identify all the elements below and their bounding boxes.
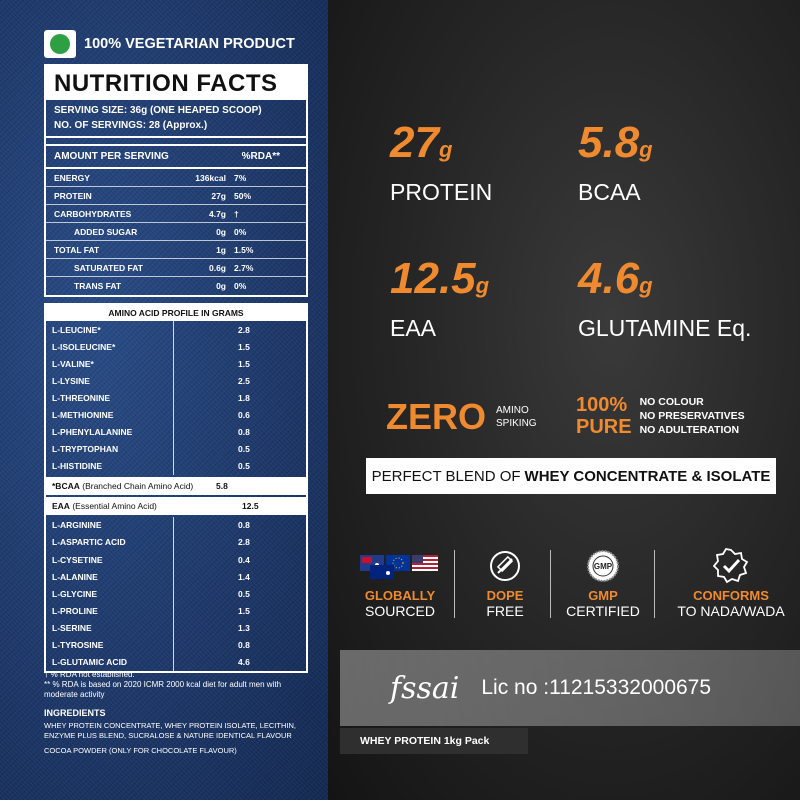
stat-unit: g	[438, 137, 453, 162]
nutrition-panel	[0, 0, 328, 800]
badge-title: GMP	[588, 588, 618, 603]
pure-point: NO ADULTERATION	[639, 424, 740, 436]
fssai-bar	[340, 650, 800, 726]
amino-group-1	[46, 321, 306, 475]
nutrition-rows	[46, 169, 306, 295]
amino-row: L-GLUTAMIC ACID 4.6	[46, 654, 306, 671]
veg-label: 100% VEGETARIAN PRODUCT	[84, 36, 295, 52]
zero-amino-spiking	[386, 396, 537, 438]
pure-claim	[576, 394, 745, 438]
badge-dope-free	[466, 548, 544, 619]
servings-count: NO. OF SERVINGS: 28 (Approx.)	[54, 120, 208, 131]
zero-label: ZERO	[386, 396, 487, 437]
serving-info	[46, 100, 306, 138]
gmp-seal-text: GMP	[593, 562, 613, 571]
stat-glutamine	[578, 256, 751, 342]
stat-protein	[390, 120, 492, 206]
serving-size: SERVING SIZE: 36g (ONE HEAPED SCOOP)	[54, 105, 262, 116]
stat-value: 27	[390, 118, 439, 167]
pure-point: NO COLOUR	[639, 396, 704, 408]
stat-label: GLUTAMINE Eq.	[578, 315, 752, 341]
badge-divider	[654, 550, 655, 618]
amino-row: L-THREONINE 1.8	[46, 389, 306, 406]
blend-bold: WHEY CONCENTRATE & ISOLATE	[524, 467, 771, 485]
badge-sub: FREE	[486, 603, 524, 619]
eaa-row: EAA (Essential Amino Acid) 12.5	[46, 497, 306, 515]
nutrition-facts-table	[44, 64, 308, 297]
amino-row: L-PHENYLALANINE 0.8	[46, 424, 306, 441]
footnotes	[44, 670, 312, 756]
nutrition-row: CARBOHYDRATES 4.7g †	[46, 205, 306, 223]
highlights-panel	[328, 0, 800, 800]
pure-percent: 100%	[576, 394, 628, 416]
stat-unit: g	[639, 137, 653, 162]
veg-mark-icon	[44, 30, 76, 58]
amino-row: L-HISTIDINE 0.5	[46, 458, 306, 475]
badge-title: DOPE	[486, 588, 524, 603]
stat-label: BCAA	[578, 179, 641, 205]
footnote-rda: † % RDA not established.	[44, 670, 135, 679]
amino-row: L-ARGININE 0.8	[46, 517, 306, 534]
amino-row: L-ISOLEUCINE* 1.5	[46, 338, 306, 355]
stat-value: 4.6	[578, 254, 640, 303]
amino-acid-table	[44, 303, 308, 673]
badge-globally-sourced	[354, 548, 446, 619]
pack-label: WHEY PROTEIN 1kg Pack	[340, 728, 528, 754]
nutrition-title: NUTRITION FACTS	[46, 66, 306, 100]
bcaa-row: *BCAA (Branched Chain Amino Acid) 5.8	[46, 477, 306, 495]
nutrition-row: TOTAL FAT 1g 1.5%	[46, 241, 306, 259]
nutrition-row: ENERGY 136kcal 7%	[46, 169, 306, 187]
amino-group-2	[46, 517, 306, 671]
pure-label: PURE	[576, 416, 632, 438]
amino-row: L-CYSETINE 0.4	[46, 551, 306, 568]
amino-row: L-GLYCINE 0.5	[46, 585, 306, 602]
amino-row: L-METHIONINE 0.6	[46, 406, 306, 423]
fssai-logo: fssai	[390, 670, 460, 706]
cocoa-note: COCOA POWDER (ONLY FOR CHOCOLATE FLAVOUR)	[44, 746, 237, 755]
stat-unit: g	[639, 273, 653, 298]
veg-badge	[44, 30, 295, 58]
ingredients-text: WHEY PROTEIN CONCENTRATE, WHEY PROTEIN ISOLATE, LECITHIN, ENZYME PLUS BLEND, SUCRALOSE & NATURE IDENTICAL FLAVOUR	[44, 721, 296, 740]
blend-pre: PERFECT BLEND OF	[371, 467, 521, 485]
rda-header: %RDA**	[241, 151, 280, 162]
badge-divider	[550, 550, 551, 618]
badge-gmp-certified	[558, 548, 648, 619]
nutrition-row: ADDED SUGAR 0g 0%	[46, 223, 306, 241]
stat-label: PROTEIN	[390, 179, 493, 205]
badge-sub: SOURCED	[364, 603, 435, 619]
pure-point: NO PRESERVATIVES	[639, 410, 745, 422]
badge-divider	[454, 550, 455, 618]
amino-row: L-VALINE* 1.5	[46, 355, 306, 372]
nutrition-row: SATURATED FAT 0.6g 2.7%	[46, 259, 306, 277]
zero-sub-2: SPIKING	[496, 418, 537, 429]
footnote-icmr: ** % RDA is based on 2020 ICMR 2000 kcal diet for adult men with moderate activity	[44, 680, 282, 699]
amino-row: L-TYROSINE 0.8	[46, 637, 306, 654]
flags-icon	[354, 548, 446, 584]
amino-row: L-PROLINE 1.5	[46, 602, 306, 619]
amino-row: L-ASPARTIC ACID 2.8	[46, 534, 306, 551]
amino-row: L-LEUCINE* 2.8	[46, 321, 306, 338]
badge-title: GLOBALLY	[364, 588, 436, 603]
nutrition-row: PROTEIN 27g 50%	[46, 187, 306, 205]
blend-banner	[366, 458, 776, 494]
stat-eaa	[390, 256, 489, 342]
amino-row: L-SERINE 1.3	[46, 619, 306, 636]
amino-row: L-ALANINE 1.4	[46, 568, 306, 585]
gmp-seal-icon	[558, 548, 648, 584]
stat-bcaa	[578, 120, 653, 206]
zero-sub-1: AMINO	[496, 405, 529, 416]
amino-row: L-TRYPTOPHAN 0.5	[46, 441, 306, 458]
stat-unit: g	[475, 273, 490, 298]
badge-nada-wada	[662, 548, 800, 619]
nutrition-header	[46, 144, 306, 169]
stat-label: EAA	[390, 315, 437, 341]
amino-title: AMINO ACID PROFILE IN GRAMS	[46, 305, 306, 321]
nutrition-row: TRANS FAT 0g 0%	[74, 281, 247, 291]
badge-title: CONFORMS	[693, 588, 769, 603]
amino-row: L-LYSINE 2.5	[46, 372, 306, 389]
check-badge-icon	[662, 548, 800, 584]
stat-value: 5.8	[578, 118, 640, 167]
no-syringe-icon	[466, 548, 544, 584]
ingredients-heading: INGREDIENTS	[44, 708, 106, 718]
license-number: Lic no :11215332000675	[481, 676, 712, 699]
stat-value: 12.5	[390, 254, 476, 303]
badge-sub: CERTIFIED	[566, 603, 640, 619]
certification-badges	[354, 548, 800, 620]
badge-sub: TO NADA/WADA	[677, 603, 785, 619]
amount-header: AMOUNT PER SERVING	[54, 151, 169, 162]
